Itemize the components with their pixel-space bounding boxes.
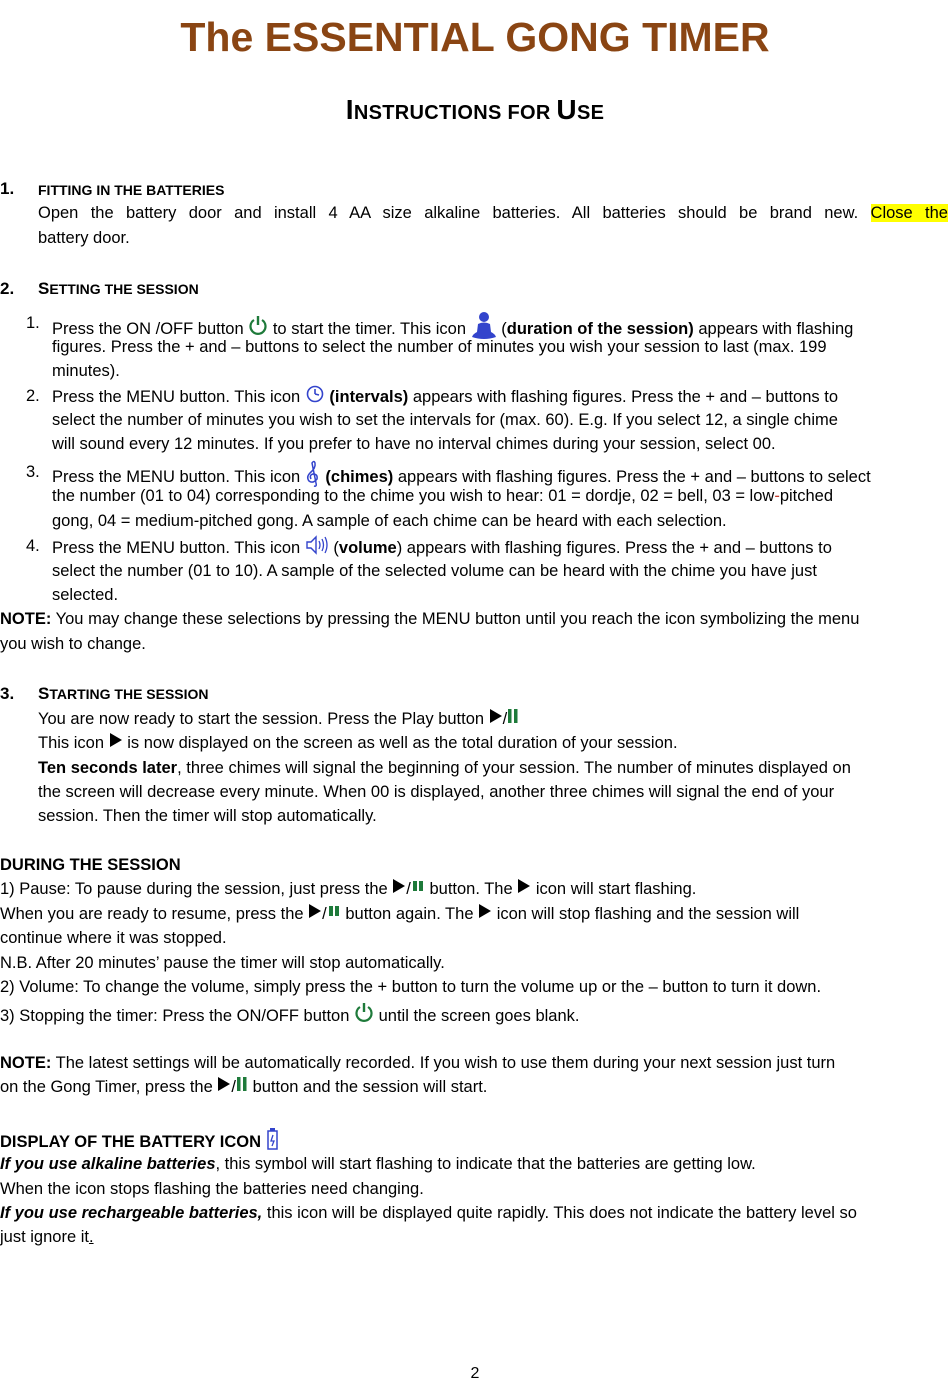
subtitle-rest: NSTRUCTIONS FOR (353, 102, 557, 124)
note (0, 607, 859, 632)
list-item-line: selected. (52, 586, 119, 604)
text: this icon will be displayed quite rapidly. This does not indicate the battery level so (262, 1204, 857, 1222)
paragraph-line: 2) Volume: To change the volume, simply press the + button to turn the volume up or the – button to turn it down. (0, 978, 822, 996)
play-icon (478, 902, 492, 927)
text: ( (501, 320, 507, 339)
list-item-line: gong, 04 = medium-pitched gong. A sample of each chime can be heard with each selection. (52, 512, 727, 530)
bold-italic-text: If you use rechargeable batteries, (0, 1204, 263, 1222)
text: appears with flashing figures. Press the + and – buttons to (412, 388, 838, 407)
text: icon will stop flashing and the session will (496, 905, 800, 923)
section-number: 1. (0, 179, 15, 198)
paragraph-line (0, 1225, 94, 1250)
play-icon (517, 877, 531, 902)
bold-text: duration of the session) (506, 320, 694, 339)
text: ( (333, 539, 339, 558)
text: Press the MENU button. This icon (52, 388, 301, 407)
text: . (88, 1228, 94, 1246)
document-title: The ESSENTIAL GONG TIMER (180, 14, 770, 60)
section-title (38, 277, 199, 302)
list-item-line (52, 484, 833, 509)
text: ) appears with flashing figures. Press the + and – buttons to (396, 539, 832, 558)
text: is now displayed on the screen as well as the total duration of your session. (127, 734, 678, 752)
bold-text: (intervals) (329, 388, 409, 407)
list-item-number: 2. (26, 387, 40, 405)
text: the number (01 to 04) corresponding to the chime you wish to hear: 01 = dordje, 02 = bell, 03 = low (52, 487, 775, 505)
note-line: on the Gong Timer, press the / button and the session will start. (0, 1075, 487, 1100)
subtitle-cap: U (556, 94, 577, 125)
paragraph-line (38, 731, 678, 756)
text: Open the battery door and install 4 AA size alkaline batteries. All batteries should be brand new. (38, 204, 859, 222)
bold-italic-text: If you use alkaline batteries (0, 1155, 216, 1173)
document-subtitle (0, 92, 950, 131)
list-item-line: will sound every 12 minutes. If you prefer to have no interval chimes during your session, select 00. (52, 435, 776, 453)
pause-icon (411, 877, 425, 902)
text: Press the ON /OFF button (52, 320, 244, 339)
list-item-number: 3. (26, 463, 40, 481)
paragraph-line: continue where it was stopped. (0, 929, 227, 947)
text: , three chimes will signal the beginning of your session. The number of minutes displayed on (177, 759, 851, 777)
paragraph-line: You are now ready to start the session. Press the Play button / (38, 707, 519, 732)
paragraph-line (0, 1002, 579, 1032)
text: - (774, 487, 780, 505)
section-title (38, 682, 209, 707)
section-1-heading (0, 177, 225, 202)
text: Press the MENU button. This icon (52, 468, 301, 487)
paragraph-line: session. Then the timer will stop automatically. (38, 807, 377, 825)
play-icon (489, 707, 503, 732)
play-icon (217, 1075, 231, 1100)
text: This icon (38, 734, 105, 752)
list-item-number: 4. (26, 537, 40, 555)
subtitle-cap: I (345, 94, 354, 125)
text: button and the session will start. (252, 1078, 488, 1096)
highlighted-text: Close the (870, 204, 948, 222)
rest: ETTING THE SESSION (49, 281, 199, 297)
text: You are now ready to start the session. Press the Play button (38, 710, 485, 728)
note-line: you wish to change. (0, 635, 146, 653)
text: until the screen goes blank. (378, 1007, 580, 1026)
cap: S (38, 684, 50, 703)
text: 1) Pause: To pause during the session, just press the (0, 880, 388, 898)
paragraph-line (38, 756, 851, 781)
pause-icon (507, 707, 519, 732)
text: button. The (429, 880, 513, 898)
power-icon (354, 1002, 374, 1032)
list-item-line: minutes). (52, 362, 120, 380)
paragraph-line: battery door. (38, 229, 130, 247)
text: pitched (779, 487, 834, 505)
bold-text: volume (338, 539, 397, 558)
note-label: NOTE: (0, 610, 52, 628)
list-item-line: select the number (01 to 10). A sample of the selected volume can be heard with the chime you have just (52, 562, 817, 580)
text: 3) Stopping the timer: Press the ON/OFF button (0, 1007, 350, 1026)
text: to start the timer. This icon (272, 320, 467, 339)
play-icon (109, 731, 123, 756)
note (0, 1051, 835, 1076)
section-3-heading (0, 682, 209, 707)
section-number: 3. (0, 684, 15, 703)
list-item-number: 1. (26, 314, 40, 332)
text: on the Gong Timer, press the (0, 1078, 213, 1096)
list-item-line: select the number of minutes you wish to set the intervals for (max. 60). E.g. If you select 12, a single chime (52, 411, 838, 429)
paragraph-line: the screen will decrease every minute. When 00 is displayed, another three chimes will signal the end of your (38, 783, 835, 801)
paragraph-line (0, 1201, 857, 1226)
paragraph-line: When the icon stops flashing the batteries need changing. (0, 1180, 424, 1198)
play-icon (308, 902, 322, 927)
text: You may change these selections by pressing the MENU button until you reach the icon symbolizing the menu (55, 610, 860, 628)
paragraph-line (0, 1152, 756, 1177)
paragraph-line: When you are ready to resume, press the / button again. The icon will stop flashing and the session will (0, 902, 799, 927)
paragraph-line (38, 201, 948, 226)
text: DISPLAY OF THE BATTERY ICON (0, 1133, 261, 1152)
paragraph-line: N.B. After 20 minutes’ pause the timer will stop automatically. (0, 954, 445, 972)
bold-text: (chimes) (325, 468, 394, 487)
text: , this symbol will start flashing to indicate that the batteries are getting low. (215, 1155, 756, 1173)
note-label: NOTE: (0, 1054, 52, 1072)
section-heading: DURING THE SESSION (0, 856, 181, 874)
pause-icon (327, 902, 341, 927)
subtitle-rest: SE (576, 102, 605, 124)
rest: TARTING THE SESSION (49, 686, 209, 702)
cap: S (38, 279, 50, 298)
section-number: 2. (0, 279, 15, 298)
text: button again. The (345, 905, 474, 923)
text: just ignore it (0, 1228, 89, 1246)
text: The latest settings will be automatically recorded. If you wish to use them during your next session just turn (55, 1054, 836, 1072)
bold-text: Ten seconds later (38, 759, 178, 777)
text: Press the MENU button. This icon (52, 539, 301, 558)
text: When you are ready to resume, press the (0, 905, 304, 923)
section-title: FITTING IN THE BATTERIES (38, 182, 225, 198)
play-icon (392, 877, 406, 902)
section-2-heading (0, 277, 199, 302)
text: appears with flashing figures. Press the + and – buttons to select (397, 468, 871, 487)
list-item-line: figures. Press the + and – buttons to select the number of minutes you wish your session to last (max. 199 (52, 338, 827, 356)
text: icon will start flashing. (535, 880, 697, 898)
paragraph-line: 1) Pause: To pause during the session, just press the / button. The icon will start flashing. (0, 877, 696, 902)
page-number: 2 (470, 1365, 480, 1382)
pause-icon (236, 1075, 248, 1100)
text: appears with flashing (698, 320, 854, 339)
